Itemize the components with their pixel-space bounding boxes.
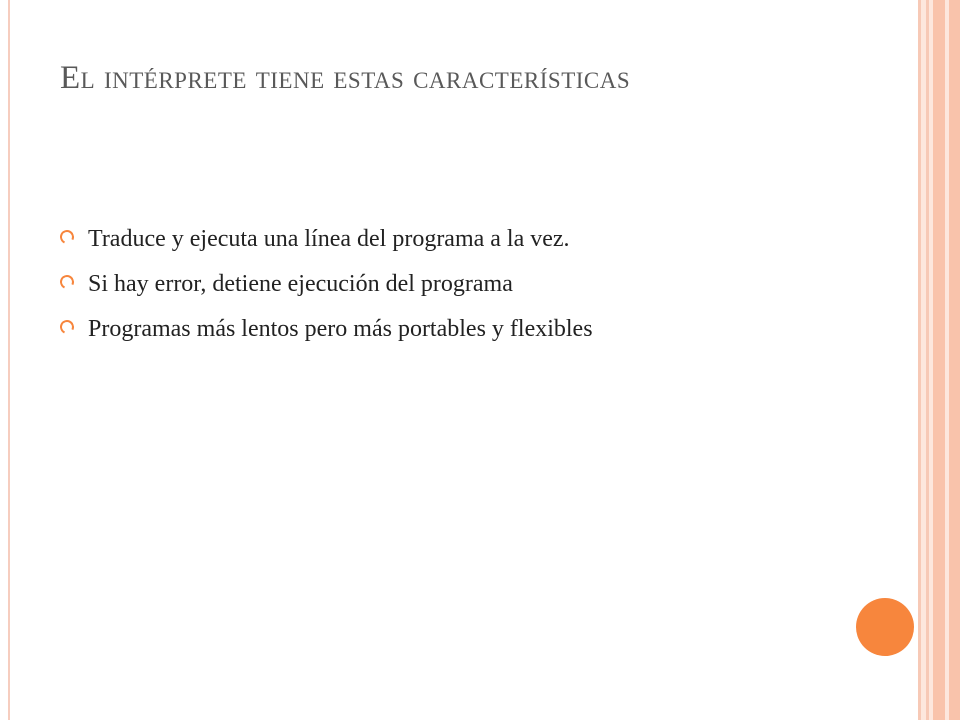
- bullet-text: Programas más lentos pero más portables y flexibles: [88, 316, 593, 342]
- bullet-list: [60, 222, 824, 357]
- slide-title: El intérprete tiene estas características: [60, 60, 631, 96]
- bullet-text: Si hay error, detiene ejecución del programa: [88, 271, 513, 297]
- bullet-item: [60, 312, 824, 347]
- bullet-icon: [58, 318, 76, 336]
- bullet-item: [60, 267, 824, 302]
- bullet-icon: [58, 228, 76, 246]
- left-border-line: [8, 0, 10, 720]
- decorative-circle: [856, 598, 914, 656]
- bullet-icon: [58, 273, 76, 291]
- right-stripe: [949, 0, 960, 720]
- right-stripe: [933, 0, 945, 720]
- bullet-item: [60, 222, 824, 257]
- bullet-text: Traduce y ejecuta una línea del programa a la vez.: [88, 226, 570, 252]
